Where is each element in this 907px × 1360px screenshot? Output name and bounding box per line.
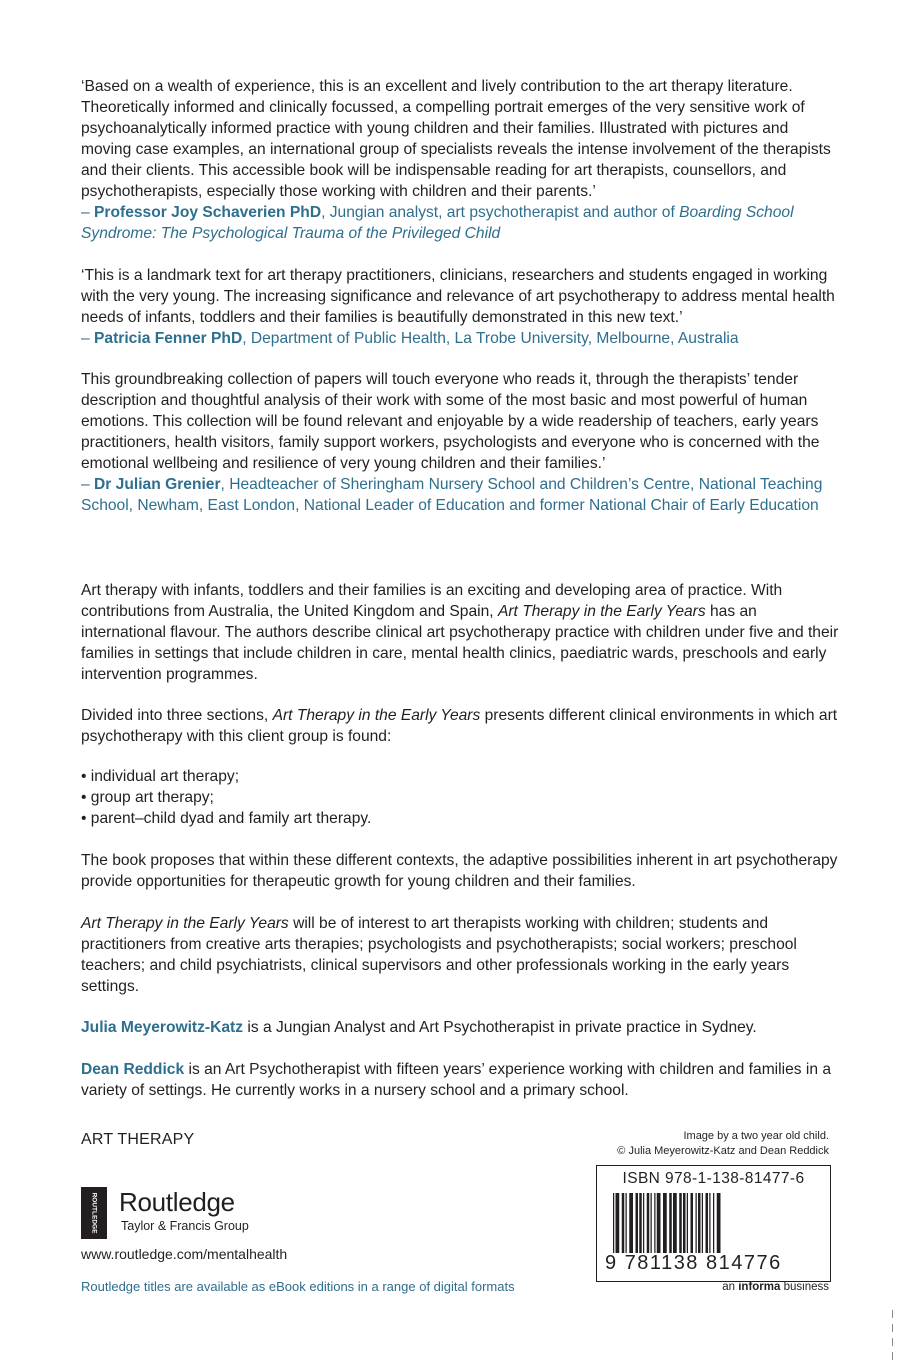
text-run: The book proposes that within these different contexts, the adaptive possibilities inherent in art psychotherapy provide opportunities for therapeutic growth for young children and their families. (81, 852, 838, 890)
list-item: • group art therapy; (81, 787, 841, 808)
barcode-bar (691, 1193, 694, 1253)
barcode-bar (673, 1193, 677, 1253)
description-paragraph-2 (81, 705, 841, 747)
review-text: ‘Based on a wealth of experience, this is an excellent and lively contribution to the art therapy literature. Theoretically informed and clinically focussed, a compelling portrait emerges of the very sensitive work of psychoanalytically informed practice with young children and their families. Illustrated with pictures and moving case examples, an international group of specialists reveals the intense involvement of the therapists and their clients. This accessible book will be indispensable reading for art therapists, counsellors, and psychotherapists, especially those working with children and their parents.’ (81, 78, 831, 200)
barcode-bar (636, 1193, 639, 1253)
publisher-group: Taylor & Francis Group (121, 1219, 249, 1233)
review-schaverien (81, 76, 841, 244)
attribution-dash: – (81, 330, 95, 347)
barcode-bar (687, 1193, 688, 1253)
author-bio-1 (81, 1017, 841, 1038)
barcode-bar (622, 1193, 625, 1253)
isbn-barcode (596, 1165, 831, 1282)
barcode-bar (713, 1193, 714, 1253)
author-bio-text: is an Art Psychotherapist with fifteen years’ experience working with children and families in a variety of settings. He currently works in a nursery school and a primary school. (81, 1061, 832, 1099)
barcode-bar (679, 1193, 682, 1253)
review-grenier (81, 369, 841, 516)
author-bio-2 (81, 1059, 841, 1101)
image-credit (617, 1129, 829, 1159)
trim-mark (892, 1310, 893, 1360)
barcode-digits: 9 781138 814776 (605, 1252, 782, 1274)
informa-business (722, 1281, 829, 1293)
reviewer-name: Patricia Fenner PhD (94, 330, 243, 347)
description-paragraph-1 (81, 580, 841, 685)
review-text: ‘This is a landmark text for art therapy practitioners, clinicians, researchers and students engaged in working with the very young. The increasing significance and relevance of art psychotherapy to address mental health needs of infants, toddlers and their families is beautifully demonstrated in this new text.’ (81, 267, 835, 326)
description-paragraph-4 (81, 913, 841, 997)
bullet-list (81, 766, 841, 829)
author-bio-text: is a Jungian Analyst and Art Psychotherapist in private practice in Sydney. (243, 1019, 757, 1036)
credit-line: Image by a two year old child. (683, 1130, 829, 1142)
attribution-dash: – (81, 204, 95, 221)
barcode-bar (717, 1193, 721, 1253)
barcode-bars (611, 1193, 821, 1253)
review-attribution (81, 328, 841, 349)
routledge-logo (81, 1187, 321, 1243)
isbn-label: ISBN 978-1-138-81477-6 (622, 1170, 805, 1187)
reviewer-role: , Department of Public Health, La Trobe University, Melbourne, Australia (242, 330, 739, 347)
text-run: presents different clinical environments in which art psychotherapy with this client group is found: (81, 707, 838, 745)
sections-list (81, 766, 841, 829)
subject-category: ART THERAPY (81, 1131, 195, 1148)
list-item: • individual art therapy; (81, 766, 841, 787)
reviewer-name: Professor Joy Schaverien PhD (94, 204, 322, 221)
barcode-bar (651, 1193, 652, 1253)
text-run: has an international flavour. The authors describe clinical art psychotherapy practice with children under five and their families in settings that include children in care, mental health clinics, paediatric wards, preschools and early intervention programmes. (81, 603, 839, 683)
reviewer-name: Dr Julian Grenier (94, 476, 221, 493)
barcode-bar (706, 1193, 709, 1253)
barcode-bar (698, 1193, 701, 1253)
informa-brand: informa (738, 1281, 781, 1293)
book-title: Art Therapy in the Early Years (497, 603, 706, 620)
author-name: Dean Reddick (81, 1061, 185, 1078)
text-run: Divided into three sections, (81, 707, 273, 724)
publisher-name: Routledge (119, 1187, 235, 1217)
author-name: Julia Meyerowitz-Katz (81, 1019, 244, 1036)
review-attribution (81, 202, 841, 244)
barcode-bar (702, 1193, 703, 1253)
logo-side-text: ROUTLEDGE (90, 1192, 98, 1234)
barcode-bar (647, 1193, 650, 1253)
routledge-logo-icon (81, 1187, 107, 1239)
attribution-dash: – (81, 476, 95, 493)
description-paragraph-3 (81, 850, 841, 892)
barcode-bar (657, 1193, 661, 1253)
review-fenner (81, 265, 841, 349)
reviewer-book-title: Boarding School Syndrome: The Psychological Trauma of the Privileged Child (81, 204, 794, 242)
text-run: will be of interest to art therapists working with children; students and practitioners from creative arts therapies; psychologists and psychotherapists; social workers; preschool teachers; and child psychiatrists, clinical supervisors and other professionals working in the early years settings. (81, 915, 797, 995)
reviewer-role: , Jungian analyst, art psychotherapist and author of (321, 204, 680, 221)
barcode-bar (654, 1193, 655, 1253)
credit-line: © Julia Meyerowitz-Katz and Dean Reddick (617, 1145, 829, 1157)
book-title: Art Therapy in the Early Years (81, 915, 289, 932)
barcode-bar (629, 1193, 633, 1253)
barcode-bar (709, 1193, 710, 1253)
barcode-bar (613, 1193, 614, 1253)
ebook-note: Routledge titles are available as eBook editions in a range of digital formats (81, 1279, 515, 1294)
barcode-bar (696, 1193, 697, 1253)
barcode-bar (616, 1193, 620, 1253)
text-run: an (722, 1281, 739, 1293)
reviewer-role: , Headteacher of Sheringham Nursery School and Children’s Centre, National Teaching School, Newham, East London, National Leader of Education and former National Chair of Early Education (81, 476, 823, 514)
list-item: • parent–child dyad and family art therapy. (81, 808, 841, 829)
barcode-bar (643, 1193, 644, 1253)
barcode-bar (669, 1193, 672, 1253)
review-text: This groundbreaking collection of papers will touch everyone who reads it, through the therapists’ tender description and thoughtful analysis of their work with some of the most basic and most powerful of human emotions. This collection will be found relevant and enjoyable by a wide readership of teachers, early years practitioners, health visitors, family support workers, psychologists and everyone who is concerned with the emotional wellbeing and resilience of very young children and their families.’ (81, 371, 820, 472)
review-attribution (81, 474, 841, 516)
publisher-website[interactable]: www.routledge.com/mentalhealth (81, 1246, 288, 1262)
barcode-bar (663, 1193, 667, 1253)
text-run: Art therapy with infants, toddlers and their families is an exciting and developing area of practice. With contributions from Australia, the United Kingdom and Spain, (81, 582, 783, 620)
barcode-bar (683, 1193, 686, 1253)
barcode-bar (626, 1193, 627, 1253)
barcode-bar (639, 1193, 642, 1253)
text-run: business (780, 1281, 829, 1293)
book-title: Art Therapy in the Early Years (272, 707, 481, 724)
